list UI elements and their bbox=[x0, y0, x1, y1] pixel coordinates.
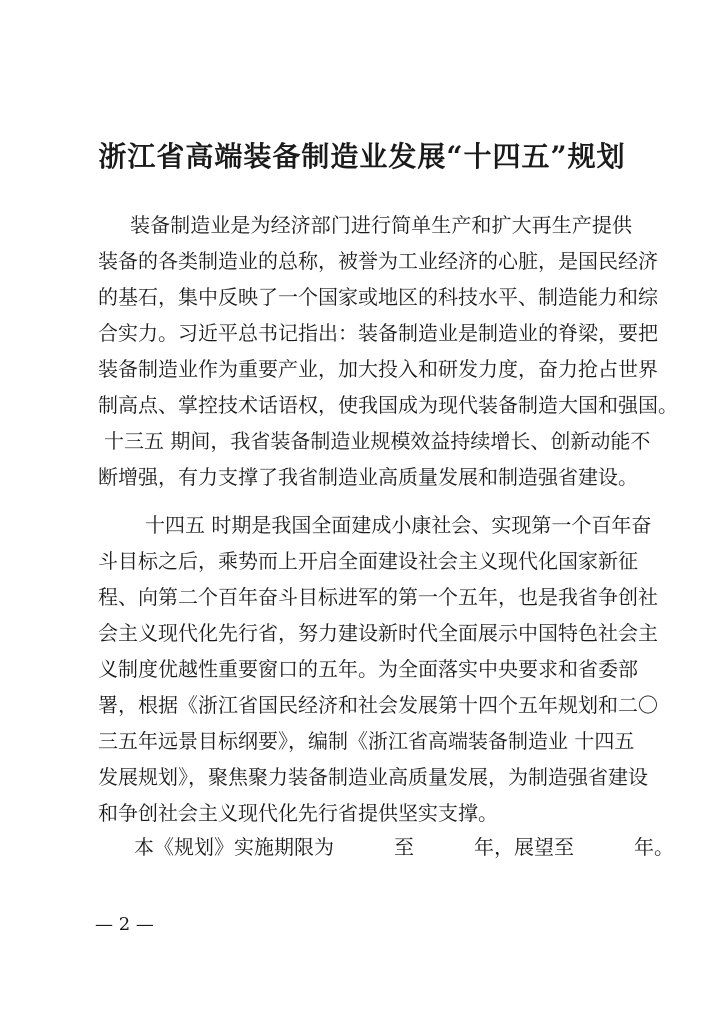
text-line: 程、向第二个百年奋斗目标进军的第一个五年，也是我省争创社 bbox=[98, 585, 658, 609]
text-line: 和争创社会主义现代化先行省提供坚实支撑。 bbox=[98, 801, 498, 825]
page-number: — 2 — bbox=[95, 914, 154, 935]
text-line: 制高点、掌控技术话语权，使我国成为现代装备制造大国和强国。 bbox=[98, 393, 678, 417]
text-line: 三五年远景目标纲要》，编制《浙江省高端装备制造业 十四五 bbox=[98, 729, 635, 753]
text-line: 斗目标之后，乘势而上开启全面建设社会主义现代化国家新征 bbox=[98, 549, 638, 573]
document-title: 浙江省高端装备制造业发展“十四五”规划 bbox=[98, 140, 626, 173]
text-line: 十三五 期间，我省装备制造业规模效益持续增长、创新动能不 bbox=[104, 429, 651, 453]
text-line: 装备制造业作为重要产业，加大投入和研发力度，奋力抢占世界 bbox=[98, 357, 658, 381]
text-line: 合实力。习近平总书记指出：装备制造业是制造业的脊梁，要把 bbox=[98, 321, 658, 345]
text-line: 义制度优越性重要窗口的五年。为全面落实中央要求和省委部 bbox=[98, 657, 638, 681]
text-line: 装备制造业是为经济部门进行简单生产和扩大再生产提供 bbox=[130, 213, 632, 237]
paragraph-background bbox=[98, 507, 658, 831]
text-line: 会主义现代化先行省，努力建设新时代全面展示中国特色社会主 bbox=[98, 621, 658, 645]
text-line: 的基石，集中反映了一个国家或地区的科技水平、制造能力和综 bbox=[98, 285, 658, 309]
paragraph-intro bbox=[98, 207, 678, 495]
text-line: 发展规划》，聚焦聚力装备制造业高质量发展，为制造强省建设 bbox=[98, 765, 648, 789]
text-line: 署，根据《浙江省国民经济和社会发展第十四个五年规划和二〇 bbox=[98, 693, 658, 717]
paragraph-period bbox=[98, 829, 674, 865]
text-line: 断增强，有力支撑了我省制造业高质量发展和制造强省建设。 bbox=[98, 465, 638, 489]
text-line: 十四五 时期是我国全面建成小康社会、实现第一个百年奋 bbox=[145, 513, 652, 537]
text-line: 装备的各类制造业的总称，被誉为工业经济的心脏，是国民经济 bbox=[98, 249, 658, 273]
text-line: 本《规划》实施期限为 至 年，展望至 年。 bbox=[134, 835, 674, 859]
